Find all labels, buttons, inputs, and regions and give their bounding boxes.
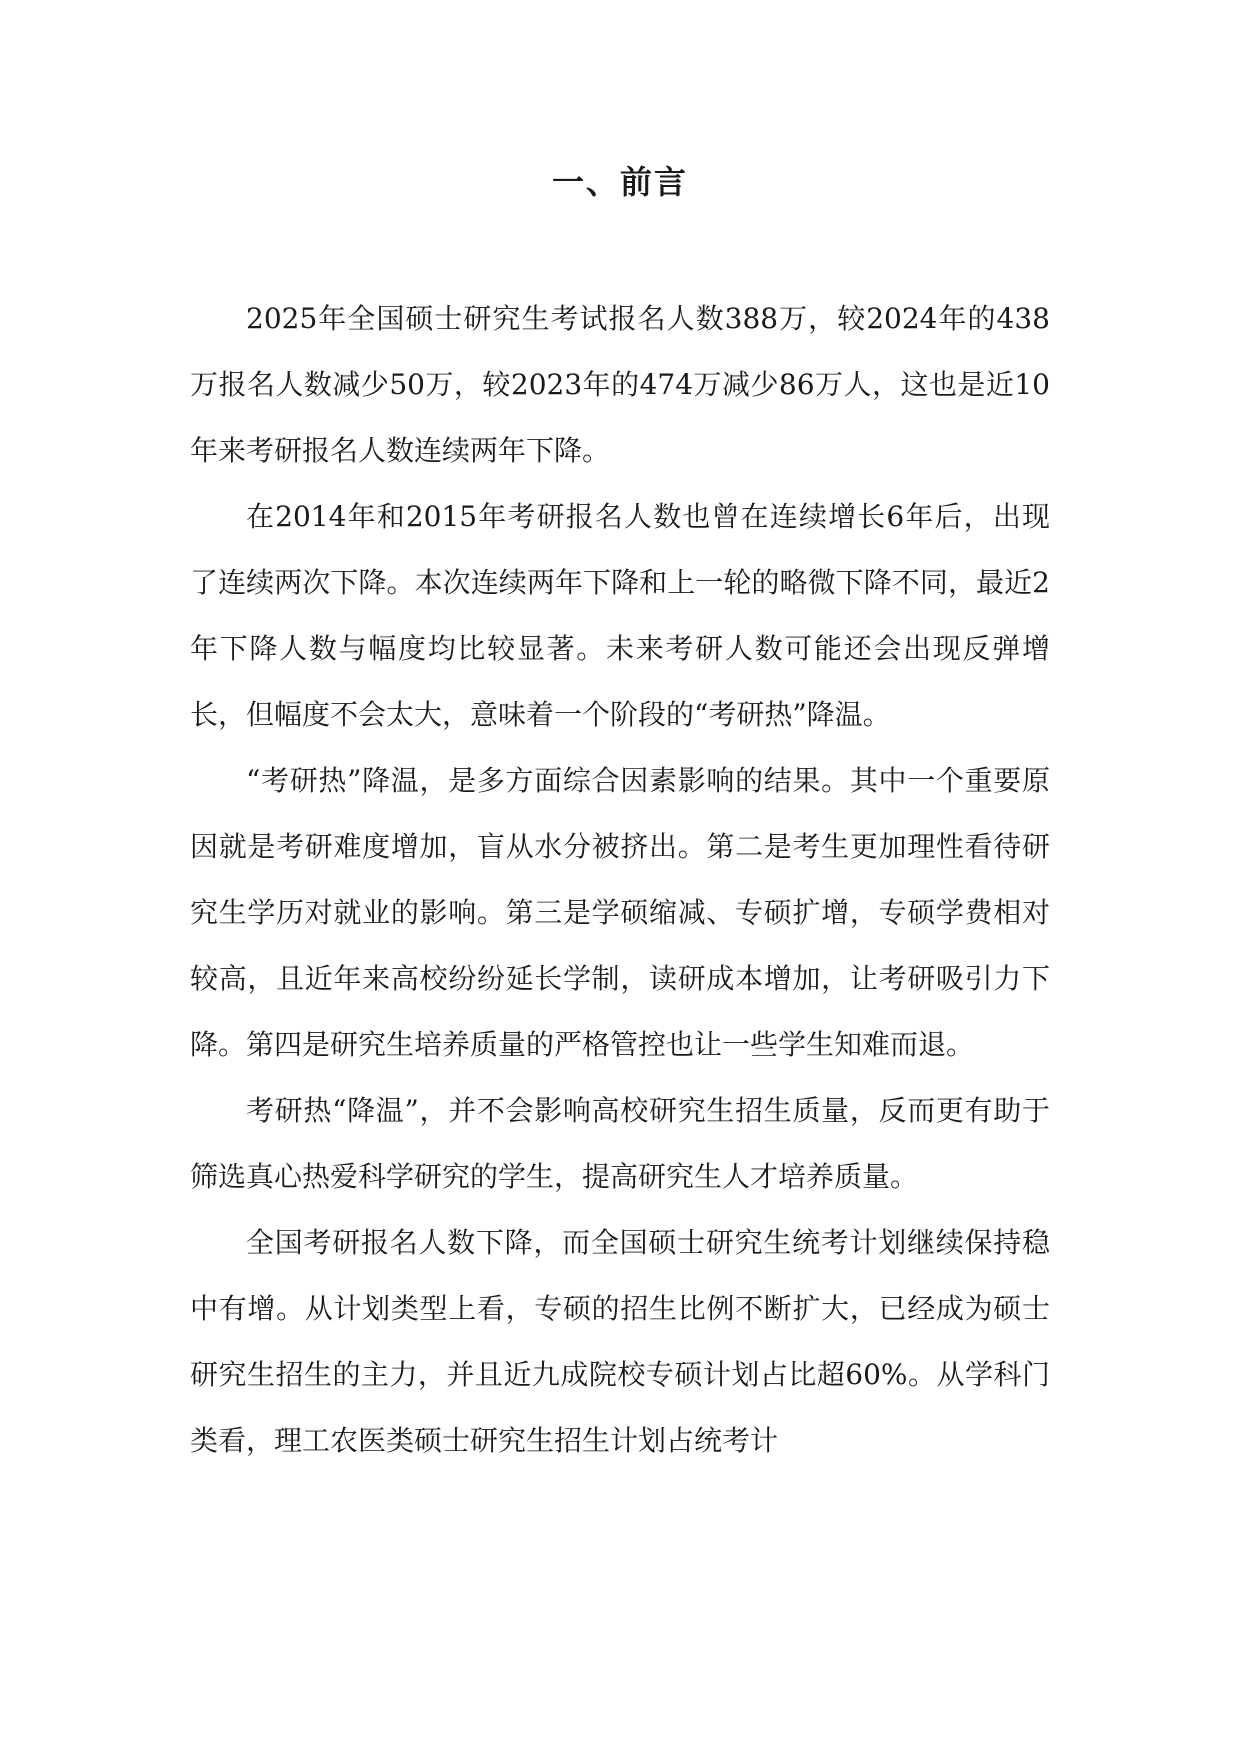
document-body [190, 286, 1050, 1474]
paragraph-enrollment-decline: 2025年全国硕士研究生考试报名人数388万，较2024年的438万报名人数减少50万，较2023年的474万减少86万人，这也是近10年来考研报名人数连续两年下降。 [190, 302, 1050, 467]
paragraph-historical-decline: 在2014年和2015年考研报名人数也曾在连续增长6年后，出现了连续两次下降。本次连续两年下降和上一轮的略微下降不同，最近2年下降人数与幅度均比较显著。未来考研人数可能还会出现反弹增长，但幅度不会太大，意味着一个阶段的“考研热”降温。 [190, 500, 1050, 731]
paragraph-quality-impact: 考研热“降温”，并不会影响高校研究生招生质量，反而更有助于筛选真心热爱科学研究的学生，提高研究生人才培养质量。 [190, 1094, 1050, 1193]
paragraph-cooling-reasons: “考研热”降温，是多方面综合因素影响的结果。其中一个重要原因就是考研难度增加，盲从水分被挤出。第二是考生更加理性看待研究生学历对就业的影响。第三是学硕缩减、专硕扩增，专硕学费相对较高，且近年来高校纷纷延长学制，读研成本增加，让考研吸引力下降。第四是研究生培养质量的严格管控也让一些学生知难而退。 [190, 764, 1050, 1061]
section-heading: 一、前言 [551, 163, 688, 201]
paragraph-enrollment-plan: 全国考研报名人数下降，而全国硕士研究生统考计划继续保持稳中有增。从计划类型上看，专硕的招生比例不断扩大，已经成为硕士研究生招生的主力，并且近九成院校专硕计划占比超60%。从学科门类看，理工农医类硕士研究生招生计划占统考计 [190, 1226, 1050, 1457]
